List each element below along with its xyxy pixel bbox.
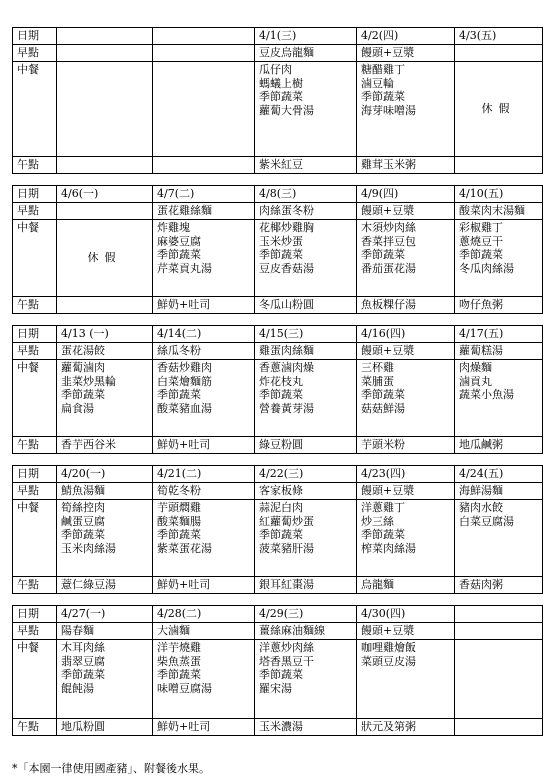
lunch-cell (57, 62, 153, 157)
date-cell: 4/27(一) (57, 606, 153, 623)
afternoon-snack-cell (455, 157, 543, 174)
date-row-label: 日期 (13, 28, 57, 45)
lunch-dish: 菇菇鮮湯 (361, 401, 405, 415)
lunch-cell (153, 220, 255, 297)
date-cell: 4/22(三) (255, 466, 357, 483)
lunch-cell (255, 500, 357, 577)
morning-snack-cell (455, 45, 543, 62)
date-row (13, 466, 543, 483)
morning-snack-cell: 蛋花湯餃 (57, 343, 153, 360)
lunch-cell (57, 500, 153, 577)
afternoon-snack-cell: 烏龍麵 (357, 577, 455, 594)
afternoon-snack-row-label: 午點 (13, 297, 57, 314)
morning-snack-cell (57, 203, 153, 220)
lunch-dish: 糖醋雞丁 (361, 63, 405, 76)
lunch-dish: 韭菜炒黑輪 (61, 374, 116, 388)
morning-snack-cell: 薑絲麻油麵線 (255, 623, 357, 640)
lunch-cell (57, 640, 153, 719)
morning-snack-row-label: 早點 (13, 623, 57, 640)
lunch-dish: 木耳肉絲 (61, 641, 105, 654)
lunch-dish: 玉米炒蛋 (259, 234, 303, 248)
afternoon-snack-cell: 玉米濃湯 (255, 719, 357, 736)
morning-snack-cell (153, 45, 255, 62)
lunch-dish: 蔬菜小魚湯 (459, 388, 514, 402)
lunch-dish: 豬肉水餃 (459, 501, 503, 514)
lunch-row-label: 中餐 (13, 500, 57, 577)
morning-snack-cell: 酸菜肉末湯麵 (455, 203, 543, 220)
morning-snack-row-label: 早點 (13, 203, 57, 220)
morning-snack-row (13, 623, 543, 640)
afternoon-snack-cell: 紫米紅豆 (255, 157, 357, 174)
lunch-dish: 白菜豆腐湯 (459, 514, 514, 528)
lunch-dish: 季節蔬菜 (259, 90, 303, 104)
date-cell: 4/20(一) (57, 466, 153, 483)
afternoon-snack-cell: 鮮奶+吐司 (153, 437, 255, 454)
lunch-dish: 季節蔬菜 (259, 388, 303, 402)
date-cell: 4/15(三) (255, 326, 357, 343)
morning-snack-row (13, 483, 543, 500)
lunch-cell (357, 640, 455, 719)
lunch-dish: 酸菜豬血湯 (157, 401, 212, 415)
lunch-cell (153, 360, 255, 437)
afternoon-snack-cell (57, 157, 153, 174)
date-row-label: 日期 (13, 466, 57, 483)
date-row (13, 606, 543, 623)
week-table (12, 27, 543, 174)
lunch-dish: 芹菜貢丸湯 (157, 261, 212, 275)
afternoon-snack-row (13, 437, 543, 454)
morning-snack-cell: 蛋花雞絲麵 (153, 203, 255, 220)
date-cell: 4/23(四) (357, 466, 455, 483)
afternoon-snack-cell: 薏仁綠豆湯 (57, 577, 153, 594)
lunch-dish: 味噌豆腐湯 (157, 681, 212, 695)
date-cell (153, 28, 255, 45)
lunch-dish: 季節蔬菜 (61, 528, 105, 542)
lunch-cell (255, 62, 357, 157)
date-cell (455, 606, 543, 623)
afternoon-snack-row-label: 午點 (13, 577, 57, 594)
lunch-cell (455, 220, 543, 297)
date-cell: 4/7(二) (153, 186, 255, 203)
afternoon-snack-row-label: 午點 (13, 437, 57, 454)
morning-snack-cell: 饅頭+豆漿 (357, 623, 455, 640)
lunch-dish: 豆皮香菇湯 (259, 261, 314, 275)
lunch-cell (57, 360, 153, 437)
lunch-dish: 季節蔬菜 (361, 528, 405, 542)
lunch-dish: 季節蔬菜 (361, 248, 405, 262)
lunch-cell (455, 640, 543, 719)
afternoon-snack-row (13, 157, 543, 174)
morning-snack-cell: 蘿蔔糕湯 (455, 343, 543, 360)
lunch-dish: 菜頭豆皮湯 (361, 654, 416, 668)
lunch-dish: 炒三絲 (361, 514, 394, 528)
lunch-cell (357, 500, 455, 577)
morning-snack-row-label: 早點 (13, 483, 57, 500)
afternoon-snack-row (13, 577, 543, 594)
afternoon-snack-cell (153, 157, 255, 174)
holiday-cell: 休假 (455, 62, 543, 157)
week-table (12, 465, 543, 594)
lunch-dish: 餛飩湯 (61, 681, 94, 695)
morning-snack-cell (455, 623, 543, 640)
lunch-cell (153, 640, 255, 719)
lunch-dish: 榨菜肉絲湯 (361, 541, 416, 555)
date-cell: 4/1(三) (255, 28, 357, 45)
lunch-dish: 番茄蛋花湯 (361, 261, 416, 275)
afternoon-snack-cell: 鮮奶+吐司 (153, 719, 255, 736)
afternoon-snack-cell: 香芋西谷米 (57, 437, 153, 454)
afternoon-snack-cell: 狀元及第粥 (357, 719, 455, 736)
date-cell: 4/3(五) (455, 28, 543, 45)
lunch-dish: 季節蔬菜 (361, 388, 405, 402)
lunch-dish: 季節蔬菜 (157, 528, 201, 542)
lunch-row (13, 220, 543, 297)
lunch-row (13, 62, 543, 157)
morning-snack-cell: 客家板條 (255, 483, 357, 500)
lunch-dish: 季節蔬菜 (361, 90, 405, 104)
date-cell: 4/9(四) (357, 186, 455, 203)
lunch-dish: 白菜燴麵筋 (157, 374, 212, 388)
afternoon-snack-cell: 鮮奶+吐司 (153, 297, 255, 314)
date-cell: 4/21(二) (153, 466, 255, 483)
holiday-cell: 休假 (57, 220, 153, 297)
morning-snack-cell: 肉絲蛋冬粉 (255, 203, 357, 220)
date-cell: 4/14(二) (153, 326, 255, 343)
lunch-cell (357, 62, 455, 157)
lunch-dish: 洋蔥雞丁 (361, 501, 405, 514)
morning-snack-row-label: 早點 (13, 343, 57, 360)
date-row (13, 326, 543, 343)
afternoon-snack-cell: 鮮奶+吐司 (153, 577, 255, 594)
lunch-dish: 紅蘿蔔炒蛋 (259, 514, 314, 528)
afternoon-snack-cell: 地瓜粉圓 (57, 719, 153, 736)
lunch-dish: 蘿蔔滷肉 (61, 361, 105, 374)
date-cell: 4/6(一) (57, 186, 153, 203)
week-table (12, 185, 543, 314)
lunch-dish: 蔥燒豆干 (459, 234, 503, 248)
lunch-dish: 季節蔬菜 (259, 668, 303, 682)
date-cell (57, 28, 153, 45)
lunch-dish: 咖哩雞燴飯 (361, 641, 416, 654)
lunch-dish: 翡翠豆腐 (61, 654, 105, 668)
afternoon-snack-row-label: 午點 (13, 719, 57, 736)
lunch-cell (357, 360, 455, 437)
date-cell: 4/28(二) (153, 606, 255, 623)
afternoon-snack-row (13, 297, 543, 314)
lunch-row-label: 中餐 (13, 220, 57, 297)
lunch-dish: 三杯雞 (361, 361, 394, 374)
lunch-cell (255, 640, 357, 719)
lunch-dish: 彩椒雞丁 (459, 221, 503, 234)
lunch-dish: 季節蔬菜 (157, 388, 201, 402)
morning-snack-row (13, 203, 543, 220)
lunch-cell (455, 360, 543, 437)
date-row-label: 日期 (13, 186, 57, 203)
lunch-row (13, 500, 543, 577)
date-cell: 4/2(四) (357, 28, 455, 45)
menu-page (12, 27, 542, 747)
morning-snack-cell: 饅頭+豆漿 (357, 343, 455, 360)
morning-snack-cell: 鯖魚湯麵 (57, 483, 153, 500)
date-cell: 4/17(五) (455, 326, 543, 343)
lunch-dish: 塔香黑豆干 (259, 654, 314, 668)
lunch-cell (153, 62, 255, 157)
morning-snack-cell (57, 45, 153, 62)
date-cell: 4/24(五) (455, 466, 543, 483)
lunch-cell (255, 220, 357, 297)
afternoon-snack-cell: 雞茸玉米粥 (357, 157, 455, 174)
lunch-dish: 芋頭燜雞 (157, 501, 201, 514)
lunch-cell (455, 500, 543, 577)
afternoon-snack-cell: 香菇肉粥 (455, 577, 543, 594)
lunch-row-label: 中餐 (13, 360, 57, 437)
date-cell: 4/30(四) (357, 606, 455, 623)
lunch-dish: 炸花枝丸 (259, 374, 303, 388)
lunch-dish: 蘿蔔大骨湯 (259, 103, 314, 117)
lunch-dish: 紫菜蛋花湯 (157, 541, 212, 555)
lunch-dish: 螞蟻上樹 (259, 76, 303, 90)
morning-snack-cell: 雞蛋肉絲麵 (255, 343, 357, 360)
lunch-dish: 扁食湯 (61, 401, 94, 415)
afternoon-snack-cell (455, 719, 543, 736)
afternoon-snack-cell: 芋頭米粉 (357, 437, 455, 454)
morning-snack-row (13, 45, 543, 62)
morning-snack-cell: 陽春麵 (57, 623, 153, 640)
lunch-dish: 滷貢丸 (459, 374, 492, 388)
morning-snack-cell: 海鮮湯麵 (455, 483, 543, 500)
lunch-dish: 季節蔬菜 (459, 248, 503, 262)
afternoon-snack-cell: 地瓜鹹粥 (455, 437, 543, 454)
lunch-dish: 洋芋燒雞 (157, 641, 201, 654)
afternoon-snack-row-label: 午點 (13, 157, 57, 174)
morning-snack-row-label: 早點 (13, 45, 57, 62)
lunch-row-label: 中餐 (13, 640, 57, 719)
morning-snack-cell: 饅頭+豆漿 (357, 483, 455, 500)
date-cell: 4/8(三) (255, 186, 357, 203)
lunch-dish: 營養黃芽湯 (259, 401, 314, 415)
morning-snack-cell: 筍乾冬粉 (153, 483, 255, 500)
afternoon-snack-row (13, 719, 543, 736)
week-table (12, 605, 543, 736)
afternoon-snack-cell: 吻仔魚粥 (455, 297, 543, 314)
afternoon-snack-cell (57, 297, 153, 314)
date-cell: 4/13 (一) (57, 326, 153, 343)
lunch-row (13, 360, 543, 437)
lunch-dish: 香菇炒雞肉 (157, 361, 212, 374)
lunch-cell (357, 220, 455, 297)
lunch-row (13, 640, 543, 719)
morning-snack-cell: 絲瓜冬粉 (153, 343, 255, 360)
lunch-dish: 香菜拌豆包 (361, 234, 416, 248)
lunch-dish: 羅宋湯 (259, 681, 292, 695)
footnote: *「本園一律使用國產豬」、附餐後水果。 (12, 762, 210, 775)
date-cell: 4/10(五) (455, 186, 543, 203)
lunch-dish: 酸菜麵腸 (157, 514, 201, 528)
lunch-dish: 肉燥麵 (459, 361, 492, 374)
morning-snack-cell: 豆皮烏龍麵 (255, 45, 357, 62)
lunch-dish: 冬瓜肉絲湯 (459, 261, 514, 275)
lunch-dish: 季節蔬菜 (61, 668, 105, 682)
lunch-dish: 蒜泥白肉 (259, 501, 303, 514)
lunch-dish: 玉米肉絲湯 (61, 541, 116, 555)
lunch-dish: 滷豆輪 (361, 76, 394, 90)
lunch-dish: 菠菜豬肝湯 (259, 541, 314, 555)
date-cell: 4/16(四) (357, 326, 455, 343)
lunch-dish: 季節蔬菜 (157, 668, 201, 682)
lunch-dish: 季節蔬菜 (259, 528, 303, 542)
lunch-dish: 季節蔬菜 (259, 248, 303, 262)
morning-snack-cell: 大滷麵 (153, 623, 255, 640)
lunch-dish: 花椰炒雞胸 (259, 221, 314, 234)
lunch-dish: 菜脯蛋 (361, 374, 394, 388)
week-table (12, 325, 543, 454)
lunch-dish: 筍絲控肉 (61, 501, 105, 514)
lunch-dish: 麻婆豆腐 (157, 234, 201, 248)
lunch-cell (153, 500, 255, 577)
date-row (13, 186, 543, 203)
lunch-dish: 木須炒肉絲 (361, 221, 416, 234)
afternoon-snack-cell: 綠豆粉圓 (255, 437, 357, 454)
lunch-dish: 季節蔬菜 (157, 248, 201, 262)
afternoon-snack-cell: 銀耳紅棗湯 (255, 577, 357, 594)
lunch-dish: 季節蔬菜 (61, 388, 105, 402)
lunch-dish: 海芽味噌湯 (361, 103, 416, 117)
lunch-dish: 鹹蛋豆腐 (61, 514, 105, 528)
lunch-cell (255, 360, 357, 437)
date-row-label: 日期 (13, 326, 57, 343)
lunch-dish: 炸雞塊 (157, 221, 190, 234)
lunch-dish: 香蔥滷肉燥 (259, 361, 314, 374)
lunch-dish: 柴魚蒸蛋 (157, 654, 201, 668)
lunch-row-label: 中餐 (13, 62, 57, 157)
afternoon-snack-cell: 魚板粿仔湯 (357, 297, 455, 314)
date-row-label: 日期 (13, 606, 57, 623)
morning-snack-row (13, 343, 543, 360)
afternoon-snack-cell: 冬瓜山粉圓 (255, 297, 357, 314)
morning-snack-cell: 饅頭+豆漿 (357, 203, 455, 220)
morning-snack-cell: 饅頭+豆漿 (357, 45, 455, 62)
date-cell: 4/29(三) (255, 606, 357, 623)
lunch-dish: 洋蔥炒肉絲 (259, 641, 314, 654)
lunch-dish: 瓜仔肉 (259, 63, 292, 76)
date-row (13, 28, 543, 45)
